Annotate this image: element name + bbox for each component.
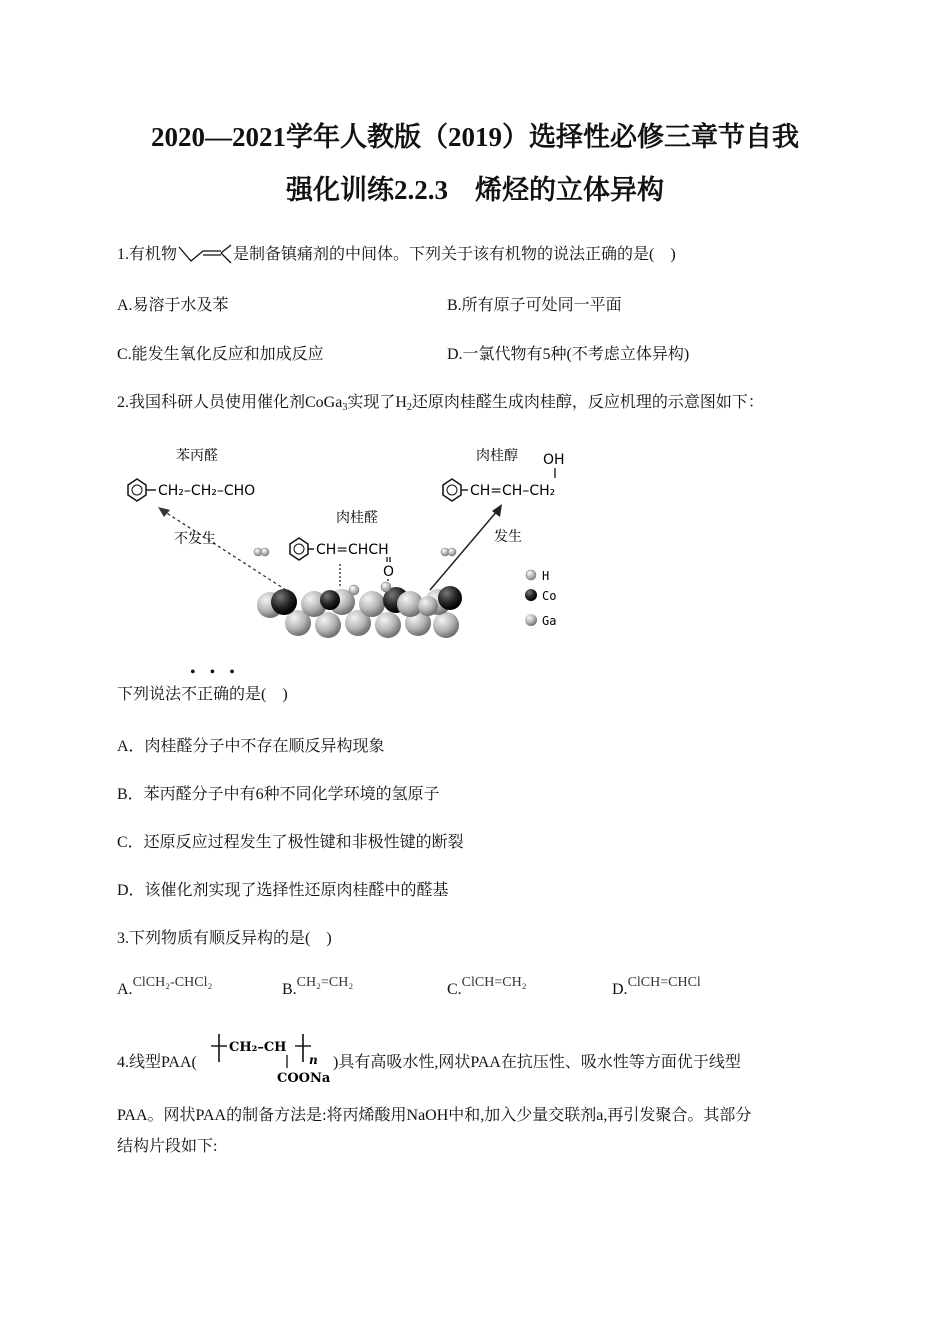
left-molecule-name: 苯丙醛	[176, 448, 218, 464]
benzene-ring-icon	[290, 538, 308, 560]
q2-mechanism-figure	[118, 440, 578, 645]
q2-stem	[117, 389, 764, 413]
q2-stem-sub3: 3	[342, 402, 348, 413]
right-arrow-label: 发生	[494, 529, 522, 545]
q1-option-a: A.易溶于水及苯	[117, 297, 229, 314]
q2-stem-sub2: 2	[406, 402, 412, 413]
q3-stem: 3.下列物质有顺反异构的是( )	[117, 930, 332, 947]
right-molecule-formula: CH=CH–CH₂	[470, 483, 556, 499]
right-molecule-name: 肉桂醇	[476, 448, 518, 464]
q3-option-c-label: C.	[447, 981, 462, 998]
q1-prefix: 1.有机物	[117, 246, 178, 263]
q2-option-a: A．肉桂醛分子中不存在顺反异构现象	[117, 738, 385, 755]
q2-lead: 下列说法不正确的是( )	[117, 686, 288, 703]
q3-option-b-label: B.	[282, 981, 297, 998]
q4-line3: 结构片段如下:	[117, 1138, 218, 1155]
q3-option-b-formula: CH₂=CH₂	[296, 975, 354, 990]
q4-line2: PAA。网状PAA的制备方法是:将丙烯酸用NaOH中和,加入少量交联剂a,再引发聚合。其部分	[117, 1107, 752, 1124]
q3-option-a-label: A.	[117, 981, 133, 998]
legend-ga	[525, 614, 556, 628]
hydrogen-pair-icon	[441, 548, 456, 556]
q3-option-c	[447, 975, 527, 999]
mid-molecule-name: 肉桂醛	[336, 510, 378, 526]
q3-option-d-label: D.	[612, 981, 628, 998]
q2-option-c: C．还原反应过程发生了极性键和非极性键的断裂	[117, 834, 464, 851]
q4-paa-structure	[207, 1028, 333, 1086]
q4-struct-n: n	[309, 1053, 318, 1067]
legend-ga-label: Ga	[542, 614, 557, 628]
q3-option-a	[117, 975, 213, 999]
q1-suffix: 是制备镇痛剂的中间体。下列关于该有机物的说法正确的是( )	[233, 246, 676, 263]
q3-option-c-formula: ClCH=CH₂	[461, 975, 527, 990]
q2-stem-b: 实现了H	[347, 394, 407, 411]
legend-h	[526, 569, 549, 583]
benzene-ring-icon	[443, 479, 461, 501]
q3-option-d	[612, 975, 701, 999]
catalyst-surface-icon	[257, 582, 462, 638]
right-molecule-oh: OH	[543, 452, 565, 468]
q3-option-b	[282, 975, 354, 999]
q1-option-c: C.能发生氧化反应和加成反应	[117, 346, 324, 363]
q3-option-a-formula: ClCH₂-CHCl₂	[132, 975, 213, 990]
q2-option-b: B．苯丙醛分子中有6种不同化学环境的氢原子	[117, 786, 440, 803]
mid-molecule-o: O	[383, 564, 395, 580]
q3-option-d-formula: ClCH=CHCl	[627, 975, 701, 990]
mid-molecule-formula: CH=CHCH	[316, 542, 389, 558]
q1-option-b: B.所有原子可处同一平面	[447, 297, 622, 314]
dashed-arrow-head-icon	[158, 507, 170, 517]
legend-co	[525, 589, 556, 603]
q4-prefix: 4.线型PAA(	[117, 1054, 197, 1071]
legend-h-label: H	[542, 569, 550, 583]
q2-stem-c: 还原肉桂醛生成肉桂醇，反应机理的示意图如下：	[411, 394, 764, 411]
q2-option-d: D．该催化剂实现了选择性还原肉桂醛中的醛基	[117, 882, 449, 899]
q4-struct-top: CH₂–CH	[229, 1040, 287, 1055]
emphasis-dots-icon: •••	[190, 664, 249, 681]
q1-option-d: D.一氯代物有5种(不考虑立体异构)	[447, 346, 690, 363]
q1-stem	[117, 241, 676, 265]
q4-suffix: )具有高吸水性,网状PAA在抗压性、吸水性等方面优于线型	[333, 1054, 741, 1071]
q2-stem-a: 2.我国科研人员使用催化剂CoGa	[117, 394, 343, 411]
q4-struct-bottom: COONa	[277, 1071, 331, 1086]
left-arrow-label: 不发生	[174, 531, 216, 547]
hydrogen-pair-icon	[254, 548, 269, 556]
left-molecule-formula: CH₂–CH₂–CHO	[158, 483, 256, 499]
legend-co-label: Co	[542, 589, 557, 603]
page-title-line2: 强化训练2.2.3 烯烃的立体异构	[286, 175, 664, 205]
page-title-line1: 2020—2021学年人教版（2019）选择性必修三章节自我	[151, 122, 799, 152]
q1-skeletal-structure	[177, 243, 233, 265]
benzene-ring-icon	[128, 479, 146, 501]
